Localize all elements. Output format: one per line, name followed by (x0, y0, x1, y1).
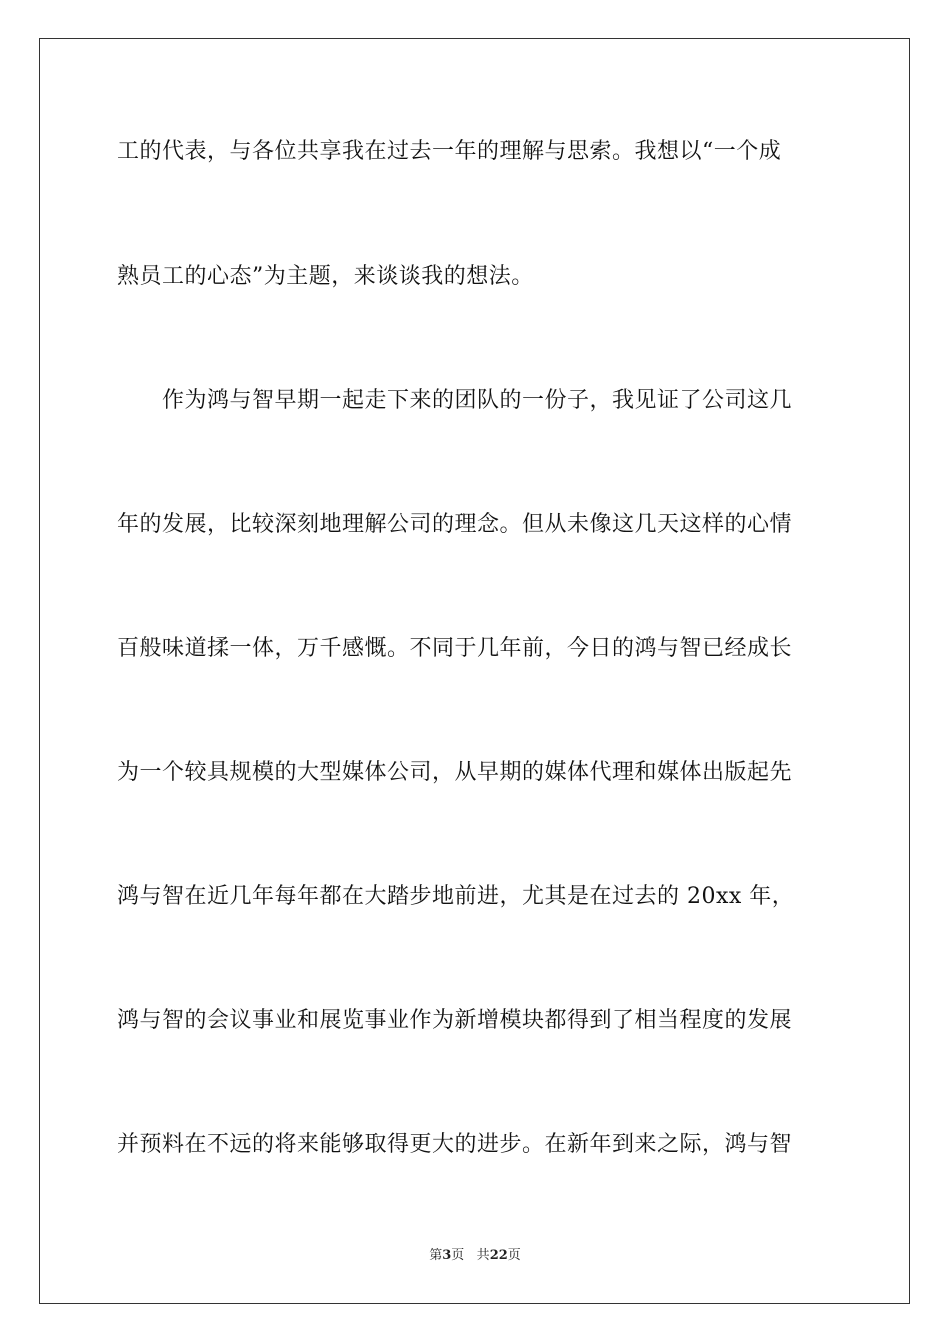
footer-page-prefix: 第 (429, 1248, 443, 1263)
page-footer (0, 1247, 950, 1265)
page-border (39, 38, 910, 1304)
footer-total-prefix: 共 (476, 1248, 490, 1263)
text-line: 鸿与智在近几年每年都在大踏步地前进，尤其是在过去的 20xx 年， (117, 884, 795, 909)
text-line: 并预料在不远的将来能够取得更大的进步。在新年到来之际，鸿与智 (117, 1132, 793, 1157)
text-line: 百般味道揉一体，万千感慨。不同于几年前，今日的鸿与智已经成长 (117, 636, 793, 661)
footer-page-number: 3 (442, 1248, 452, 1263)
text-line: 为一个较具规模的大型媒体公司，从早期的媒体代理和媒体出版起先 (117, 760, 793, 785)
footer-page-suffix: 页 (451, 1248, 465, 1263)
text-line: 年的发展，比较深刻地理解公司的理念。但从未像这几天这样的心情 (117, 512, 793, 537)
text-line: 熟员工的心态”为主题，来谈谈我的想法。 (117, 264, 534, 289)
text-line: 工的代表，与各位共享我在过去一年的理解与思索。我想以“一个成 (117, 139, 782, 164)
text-line: 鸿与智的会议事业和展览事业作为新增模块都得到了相当程度的发展 (117, 1008, 793, 1033)
footer-total-suffix: 页 (507, 1248, 521, 1263)
footer-total-pages: 22 (489, 1248, 508, 1263)
text-line: 作为鸿与智早期一起走下来的团队的一份子，我见证了公司这几 (117, 388, 793, 413)
